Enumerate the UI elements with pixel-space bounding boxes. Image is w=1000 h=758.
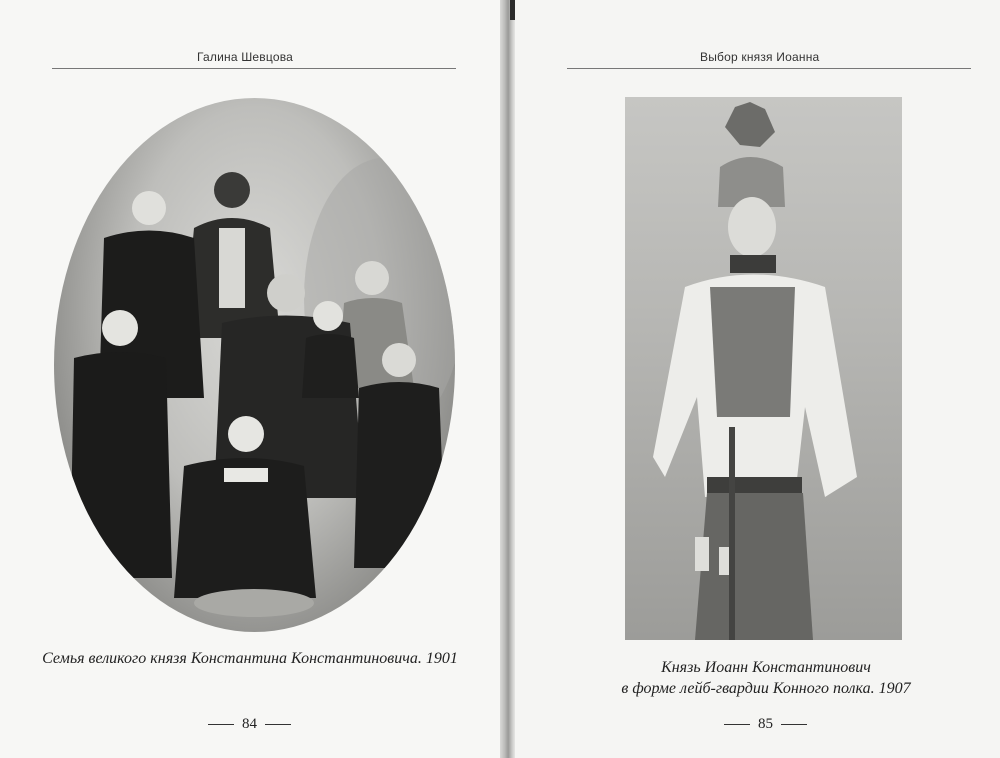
prince-portrait-photograph	[625, 97, 902, 640]
prince-figure	[625, 97, 902, 640]
right-photo-caption	[560, 657, 972, 699]
right-running-head: Выбор князя Иоанна	[700, 50, 820, 64]
folio-dash-left	[208, 724, 234, 725]
right-header-rule	[567, 68, 971, 69]
folio-dash-right	[265, 724, 291, 725]
left-page-number-text: 84	[242, 716, 257, 732]
right-caption-line-2: в форме лейб-гвардии Конного полка. 1907	[621, 680, 911, 697]
right-page-number	[716, 716, 815, 733]
right-caption-line-1: Князь Иоанн Константинович	[661, 659, 871, 676]
left-running-head: Галина Шевцова	[197, 50, 294, 64]
family-group-figures	[54, 98, 455, 632]
book-gutter	[500, 0, 515, 758]
right-page-number-text: 85	[758, 716, 773, 732]
left-header-rule	[52, 68, 456, 69]
folio-dash-right	[781, 724, 807, 725]
family-oval-photograph	[54, 98, 455, 632]
folio-dash-left	[724, 724, 750, 725]
left-page-number	[200, 716, 299, 733]
left-photo-caption: Семья великого князя Константина Константиновича. 1901	[42, 650, 458, 667]
